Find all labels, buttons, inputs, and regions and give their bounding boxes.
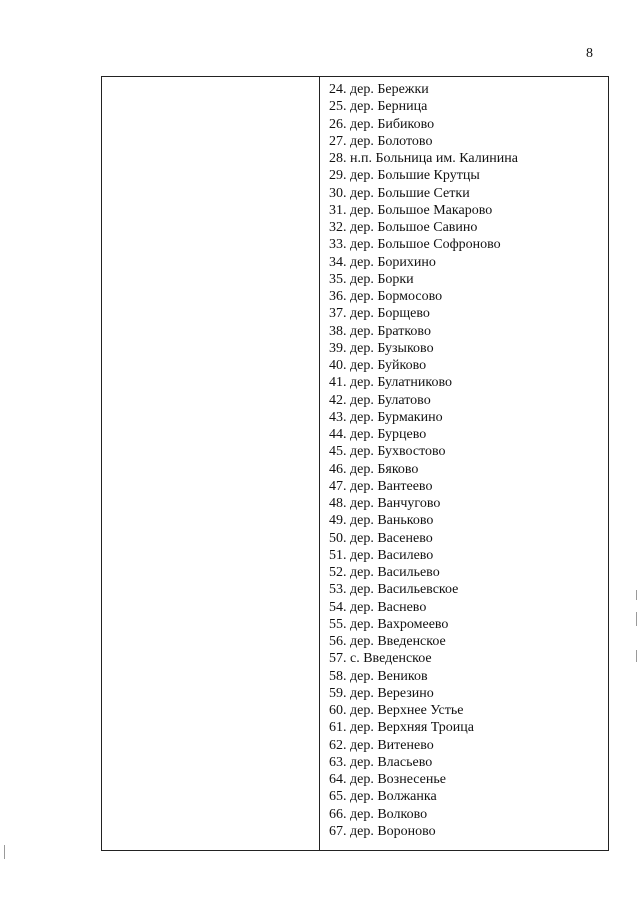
list-item: 38. дер. Братково bbox=[329, 323, 431, 339]
list-item: 41. дер. Булатниково bbox=[329, 375, 452, 391]
list-item: 34. дер. Борихино bbox=[329, 254, 436, 270]
list-item: 25. дер. Берница bbox=[329, 99, 428, 115]
page-number: 8 bbox=[586, 46, 593, 61]
list-item: 51. дер. Василево bbox=[329, 547, 434, 563]
list-item: 67. дер. Вороново bbox=[329, 823, 436, 839]
list-item: 55. дер. Вахромеево bbox=[329, 616, 449, 632]
list-item: 33. дер. Большое Софроново bbox=[329, 237, 501, 253]
list-item: 48. дер. Ванчугово bbox=[329, 496, 441, 511]
list-item: 54. дер. Васнево bbox=[329, 599, 427, 615]
settlement-list bbox=[329, 81, 607, 840]
list-item: 27. дер. Болотово bbox=[329, 133, 433, 149]
list-item: 64. дер. Вознесенье bbox=[329, 772, 446, 787]
table-left-column bbox=[102, 77, 320, 850]
list-item: 57. с. Введенское bbox=[329, 651, 432, 667]
list-item: 63. дер. Власьево bbox=[329, 754, 433, 770]
list-item: 60. дер. Верхнее Устье bbox=[329, 703, 464, 718]
list-item: 35. дер. Борки bbox=[329, 271, 414, 287]
list-item: 52. дер. Васильево bbox=[329, 565, 440, 580]
list-item: 53. дер. Васильевское bbox=[329, 582, 459, 598]
list-item: 44. дер. Бурцево bbox=[329, 427, 427, 442]
list-item: 46. дер. Бяково bbox=[329, 461, 419, 477]
list-item: 58. дер. Веников bbox=[329, 668, 428, 684]
scan-mark bbox=[636, 590, 637, 600]
list-item: 31. дер. Большое Макарово bbox=[329, 202, 493, 218]
list-item: 43. дер. Бурмакино bbox=[329, 409, 443, 425]
list-item: 39. дер. Бузыково bbox=[329, 340, 434, 356]
list-item: 49. дер. Ваньково bbox=[329, 513, 434, 529]
list-item: 42. дер. Булатово bbox=[329, 392, 431, 408]
list-item: 40. дер. Буйково bbox=[329, 358, 427, 373]
list-item: 29. дер. Большие Крутцы bbox=[329, 168, 480, 184]
list-item: 32. дер. Большое Савино bbox=[329, 220, 478, 235]
scan-mark bbox=[636, 650, 637, 662]
list-item: 61. дер. Верхняя Троица bbox=[329, 720, 474, 736]
list-item: 24. дер. Бережки bbox=[329, 82, 429, 97]
list-item: 66. дер. Волково bbox=[329, 806, 428, 822]
list-item: 50. дер. Васенево bbox=[329, 530, 433, 546]
list-item: 62. дер. Витенево bbox=[329, 737, 434, 753]
scan-mark bbox=[4, 845, 5, 859]
list-item: 36. дер. Бормосово bbox=[329, 289, 443, 304]
list-item: 28. н.п. Больница им. Калинина bbox=[329, 151, 518, 166]
list-item: 47. дер. Вантеево bbox=[329, 478, 433, 494]
list-item: 37. дер. Борщево bbox=[329, 306, 430, 322]
list-item: 65. дер. Волжанка bbox=[329, 789, 437, 805]
list-item: 59. дер. Верезино bbox=[329, 685, 434, 701]
list-item: 45. дер. Бухвостово bbox=[329, 444, 446, 460]
list-item: 30. дер. Большие Сетки bbox=[329, 185, 470, 201]
list-item: 56. дер. Введенское bbox=[329, 634, 446, 649]
scan-mark bbox=[636, 612, 637, 626]
list-item: 26. дер. Бибиково bbox=[329, 116, 435, 132]
settlements-table bbox=[101, 76, 609, 851]
